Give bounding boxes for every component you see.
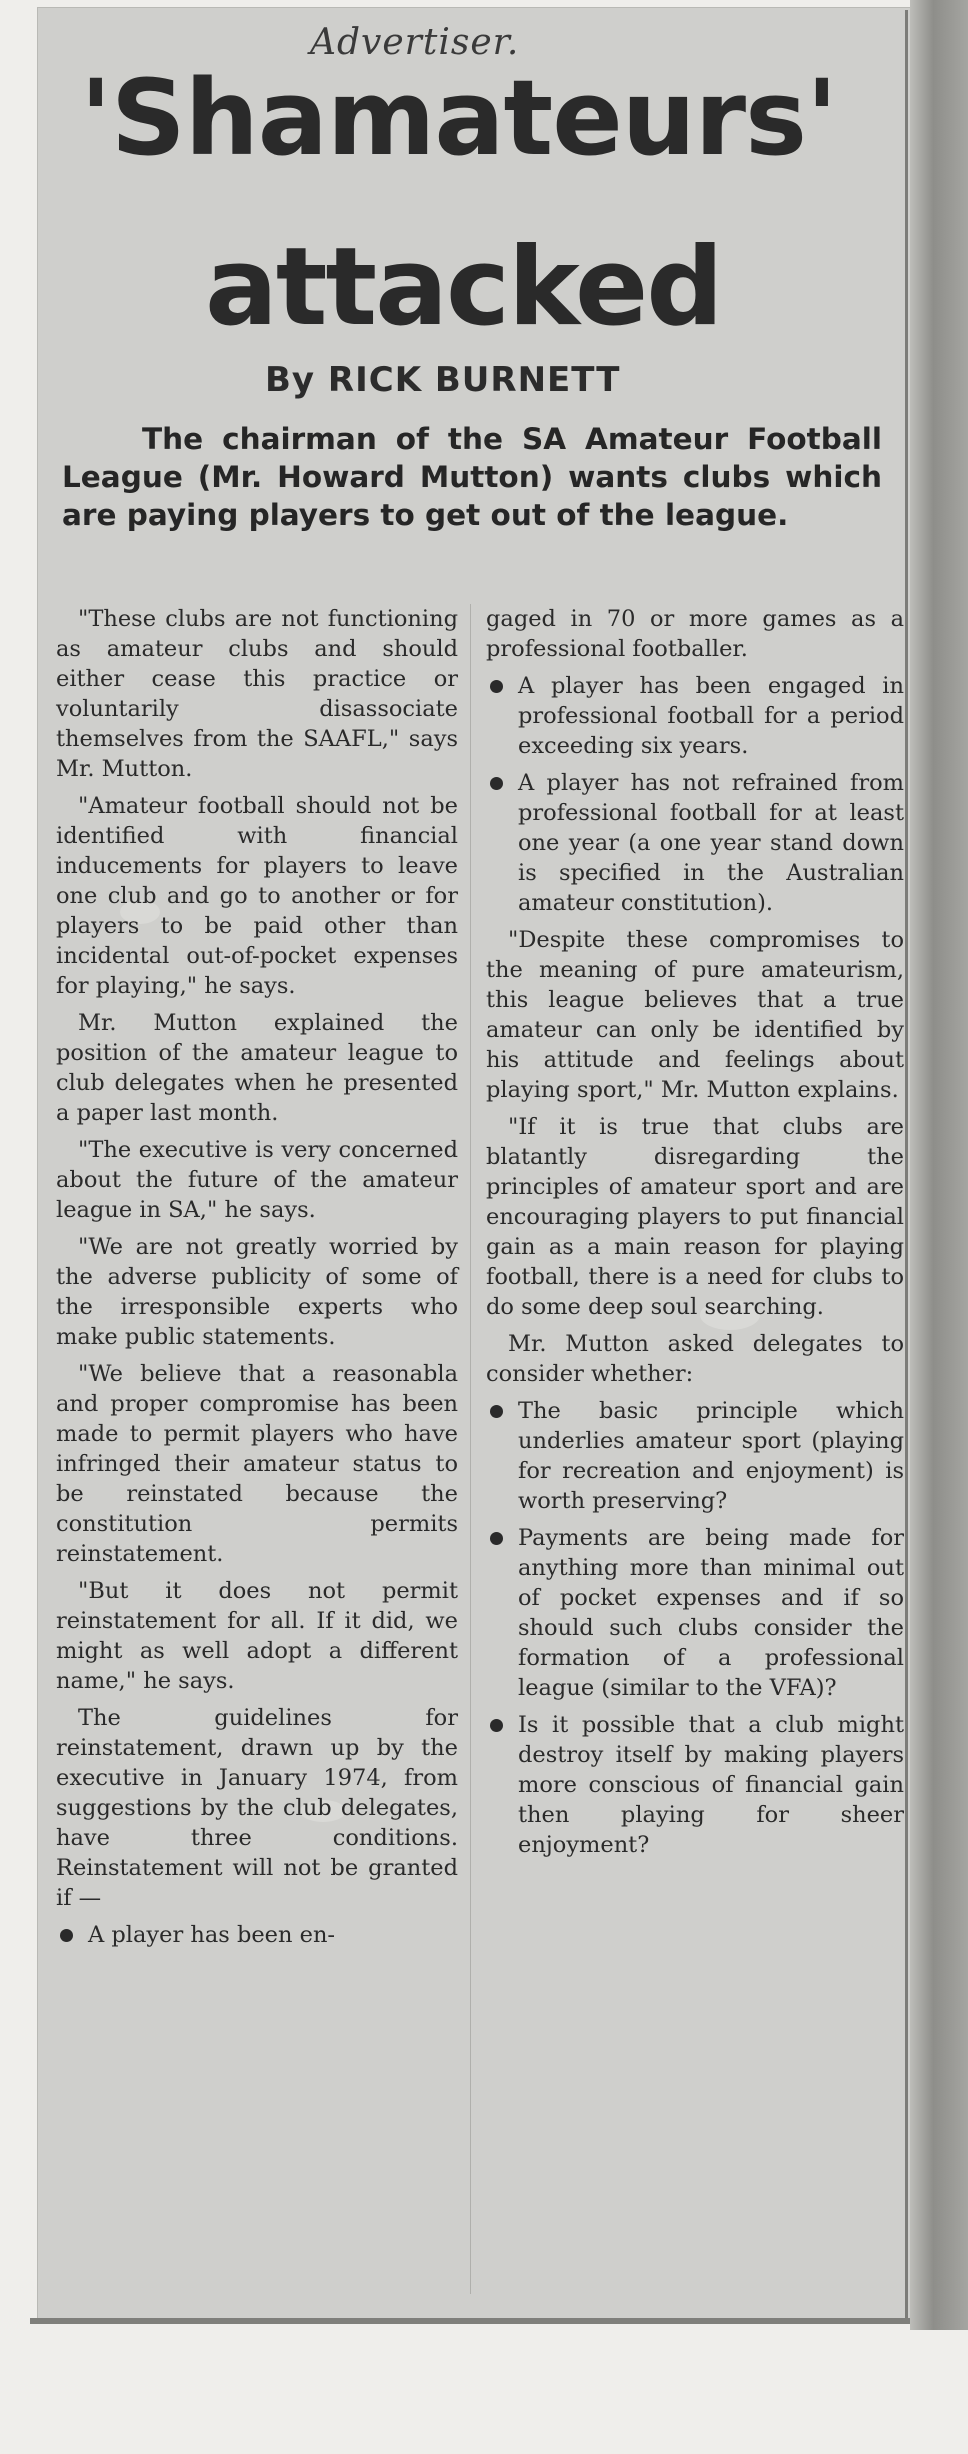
article-paragraph: "Despite these compromises to the meaning of pure amateurism, this league believes that a true amateur can only be identified by his attitude and feelings about playing sport," Mr. Mutton explains.	[486, 927, 904, 1103]
clipping-edge-line	[905, 10, 908, 2320]
handwritten-note: Advertiser.	[310, 22, 520, 63]
bullet-item: Payments are being made for anything more than minimal out of pocket expenses and if so should such clubs consider the formation of a professional league (similar to the VFA)?	[486, 1523, 904, 1703]
column-divider	[470, 604, 471, 2294]
article-paragraph: Mr. Mutton asked delegates to consider whether:	[486, 1331, 904, 1387]
left-column	[56, 604, 458, 1957]
article-paragraph-continuation: gaged in 70 or more games as a professional footballer.	[486, 606, 904, 662]
clipping-bottom-edge	[30, 2318, 910, 2324]
article-paragraph: "Amateur football should not be identified with financial inducements for players to leave one club and go to another or for players to be paid other than incidental out-of-pocket expenses for playing," he says.	[56, 793, 458, 999]
intro-paragraph: The chairman of the SA Amateur Football League (Mr. Howard Mutton) wants clubs which are paying players to get out of the league.	[62, 422, 882, 532]
bullet-item: A player has been engaged in professional football for a period exceeding six years.	[486, 671, 904, 761]
article-paragraph: "These clubs are not functioning as amateur clubs and should either cease this practice or voluntarily disassociate themselves from the SAAFL," says Mr. Mutton.	[56, 606, 458, 782]
bullet-item: The basic principle which underlies amateur sport (playing for recreation and enjoyment) is worth preserving?	[486, 1396, 904, 1516]
article-paragraph: "But it does not permit reinstatement for all. If it did, we might as well adopt a different name," he says.	[56, 1578, 458, 1694]
article-paragraph: Mr. Mutton explained the position of the amateur league to club delegates when he presented a paper last month.	[56, 1010, 458, 1126]
byline: By RICK BURNETT	[265, 360, 621, 400]
article-paragraph: "If it is true that clubs are blatantly disregarding the principles of amateur sport and are encouraging players to put financial gain as a main reason for playing football, there is a need for clubs to do some deep soul searching.	[486, 1114, 904, 1320]
headline-line-1: 'Shamateurs'	[80, 57, 837, 179]
article-paragraph: "The executive is very concerned about the future of the amateur league in SA," he says.	[56, 1137, 458, 1223]
bullet-item: A player has not refrained from professional football for at least one year (a one year stand down is specified in the Australian amateur constitution).	[486, 768, 904, 918]
article-paragraph: "We are not greatly worried by the adverse publicity of some of the irresponsible experts who make public statements.	[56, 1234, 458, 1350]
bullet-item: Is it possible that a club might destroy itself by making players more conscious of financial gain then playing for sheer enjoyment?	[486, 1710, 904, 1860]
bullet-item: A player has been en-	[56, 1920, 458, 1950]
article-paragraph: The guidelines for reinstatement, drawn up by the executive in January 1974, from suggestions by the club delegates, have three conditions. Reinstatement will not be granted if —	[56, 1705, 458, 1911]
article-paragraph: "We believe that a reasonabla and proper compromise has been made to permit players who have infringed their amateur status to be reinstated because the constitution permits reinstatement.	[56, 1361, 458, 1567]
scan-shadow-edge	[910, 0, 968, 2330]
headline-line-2: attacked	[205, 225, 722, 350]
right-column	[486, 604, 904, 1867]
